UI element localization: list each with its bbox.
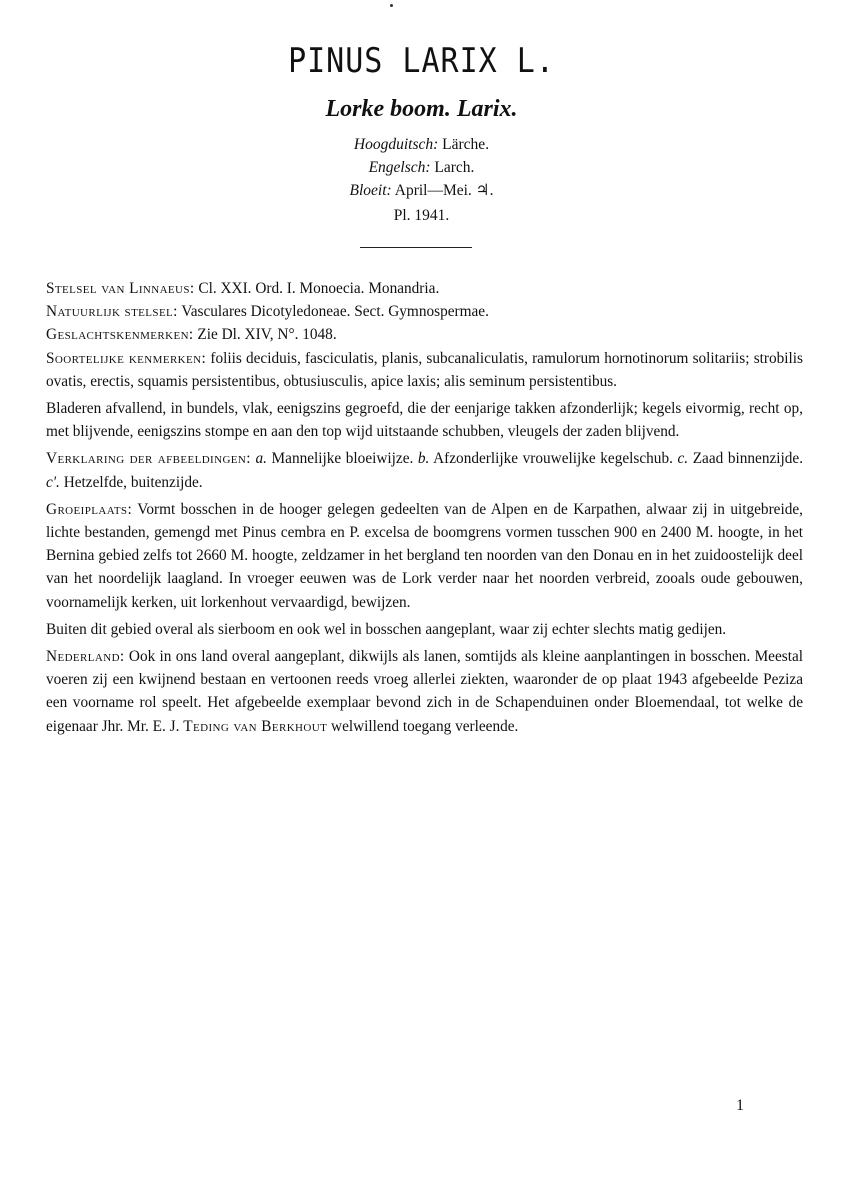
page-title: PINUS LARIX L. xyxy=(288,41,555,82)
figure-legend xyxy=(46,447,803,493)
page-subtitle: Lorke boom. Larix. xyxy=(325,96,518,122)
bloom-line xyxy=(0,181,843,200)
netherlands-label: Nederland: xyxy=(46,648,125,666)
figure-b-text: Afzonderlijke vrouwelijke kegelschub. xyxy=(433,450,673,468)
bloom-value: April—Mei. ♃. xyxy=(394,182,494,199)
description-paragraph: Bladeren afvallend, in bundels, vlak, eenigszins gegroefd, die der eenjarige takken afzonderlijk; kegels eivormig, recht op, met blijvende, eenigszins stompe en aan den top wijd uitstaande schubben, vleugels der zaden blijvend. xyxy=(46,400,803,441)
english-label: Engelsch: xyxy=(368,159,431,176)
figure-c-text: Zaad binnenzijde. xyxy=(692,450,804,468)
document-body xyxy=(46,277,803,742)
english-value: Larch. xyxy=(434,159,475,176)
figure-a-key: a. xyxy=(255,450,267,468)
figure-c2-key: c'. xyxy=(46,473,60,491)
habitat-label: Groeiplaats: xyxy=(46,500,133,518)
habitat-paragraph xyxy=(46,498,803,614)
plate-number: Pl. 1941. xyxy=(393,207,450,224)
genus-characteristics xyxy=(46,323,803,346)
german-value: Lärche. xyxy=(442,136,490,153)
linnaeus-text: Cl. XXI. Ord. I. Monoecia. Monandria. xyxy=(198,280,440,297)
species-text: foliis deciduis, fasciculatis, planis, subcanaliculatis, ramulorum hornotinorum solitariis; strobilis ovatis, erectis, squamis persistentibus, obtusiusculis, apice laxis; alis seminum persistentibus. xyxy=(46,349,804,390)
figure-c-key: c. xyxy=(677,450,689,468)
natural-label: Natuurlijk stelsel: xyxy=(46,303,178,321)
natural-text: Vasculares Dicotyledoneae. Sect. Gymnospermae. xyxy=(181,303,489,321)
species-characteristics xyxy=(46,347,803,393)
owner-name: Teding van Berkhout xyxy=(183,717,328,735)
figures-label: Verklaring der afbeeldingen: xyxy=(46,450,251,468)
genus-label: Geslachtskenmerken: xyxy=(46,326,194,344)
german-label: Hoogduitsch: xyxy=(353,136,439,153)
netherlands-text: Ook in ons land overal aangeplant, dikwijls als lanen, somtijds als kleine aanplantingen in bosschen. Meestal voeren zij een kwijnend bestaan en vertoonen reeds vroeg allerlei ziekten, waaronder de op plaat 1943 afgebeelde Peziza een voorname rol speelt. Het afgebeelde exemplaar bevond zich in de Schapenduinen onder Bloemendaal, tot welke de eigenaar Jhr. Mr. E. J. xyxy=(46,648,804,735)
figure-c2-text: Hetzelfde, buitenzijde. xyxy=(63,473,203,491)
page-number: 1 xyxy=(736,1097,744,1114)
species-label: Soortelijke kenmerken: xyxy=(46,349,207,367)
german-name-line xyxy=(0,136,843,154)
habitat-text: Vormt bosschen in de hooger gelegen gedeelten van de Alpen en de Karpathen, alwaar zij in uitgebreide, lichte bestanden, gemengd met Pinus cembra en P. excelsa de boomgrens vormen tusschen 900 en 2400 M. hoogte, in het Bernina gebied zelfs tot 2660 M. hoogte, zeldzamer in het bergland ten noorden van den Donau en in het zuidoostelijk deel van het noordelijk laagland. In vroeger eeuwen was de Lork verder naar het noorden verbreid, zooals oude gebouwen, voornamelijk kerken, uit lorkenhout vervaardigd, bewijzen. xyxy=(46,500,803,611)
title-divider xyxy=(360,247,472,248)
figure-a-text: Mannelijke bloeiwijze. xyxy=(271,450,414,468)
bloom-label: Bloeit: xyxy=(349,182,392,199)
figure-b-key: b. xyxy=(417,450,430,468)
genus-text: Zie Dl. XIV, N°. 1048. xyxy=(197,326,337,344)
netherlands-end: welwillend toegang verleende. xyxy=(331,717,519,735)
cultivation-paragraph: Buiten dit gebied overal als sierboom en ook wel in bosschen aangeplant, waar zij echter slechts matig gedijen. xyxy=(46,620,727,638)
english-name-line xyxy=(0,159,843,177)
print-speck xyxy=(390,4,393,7)
natural-system xyxy=(46,300,803,323)
netherlands-paragraph xyxy=(46,645,803,738)
linnaeus-system xyxy=(46,277,803,300)
linnaeus-label: Stelsel van Linnaeus: xyxy=(46,280,195,297)
